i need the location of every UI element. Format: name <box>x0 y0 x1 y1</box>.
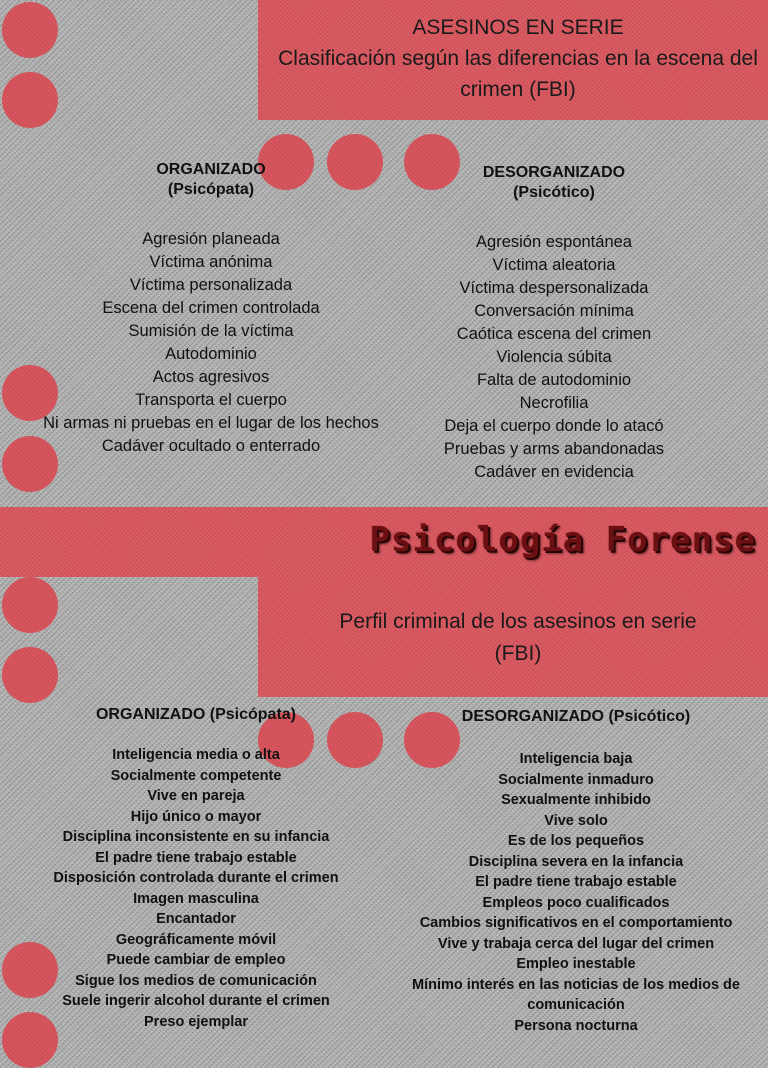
list-item: Hijo único o mayor <box>130 808 262 825</box>
slide1-title-line1: ASESINOS EN SERIE <box>412 16 624 39</box>
list-item: Disciplina inconsistente en su infancia <box>62 829 330 845</box>
list-item: Cadáver en evidencia <box>474 463 634 481</box>
list-item: Disciplina severa en la infancia <box>468 853 684 870</box>
list-item: Agresión espontánea <box>476 233 632 251</box>
list-item: Pruebas y arms abandonadas <box>443 440 665 458</box>
list-item: Víctima aleatoria <box>492 256 616 274</box>
list-item: Vive en pareja <box>147 788 245 804</box>
decor-circle <box>2 647 58 703</box>
list-item: Actos agresivos <box>152 368 270 386</box>
list-item: Disposición controlada durante el crimen <box>53 870 339 886</box>
list-item: Sigue los medios de comunicación <box>75 972 317 989</box>
slide2-title-line1: Perfil criminal de los asesinos en serie <box>339 610 697 633</box>
slide2-disorganized-column <box>388 707 764 1036</box>
slide1-disorganized-column <box>404 163 704 484</box>
list-item: Geográficamente móvil <box>115 931 277 948</box>
list-item: Es de los pequeños <box>507 833 645 849</box>
list-item: Víctima despersonalizada <box>459 279 649 297</box>
slide1-organized-heading <box>40 160 382 200</box>
decor-circle <box>2 577 58 633</box>
list-item: Escena del crimen controlada <box>102 299 320 317</box>
list-item: Violencia súbita <box>496 348 612 366</box>
decor-circle <box>2 2 58 58</box>
list-item: Suele ingerir alcohol durante el crimen <box>62 993 330 1009</box>
heading-line: (Psicópata) <box>167 181 255 198</box>
list-item: Sexualmente inhibido <box>501 792 651 808</box>
list-item: Deja el cuerpo donde lo atacó <box>444 417 664 435</box>
list-item: Socialmente inmaduro <box>498 771 654 788</box>
list-item: Inteligencia baja <box>519 751 633 767</box>
list-item: Ni armas ni pruebas en el lugar de los hechos <box>43 414 379 432</box>
list-item: Puede cambiar de empleo <box>106 952 286 968</box>
slide1-disorganized-heading <box>404 163 704 203</box>
list-item: Socialmente competente <box>110 767 282 784</box>
slide2-title-line2: (FBI) <box>494 642 542 665</box>
list-item: Empleos poco cualificados <box>482 894 670 911</box>
list-item: Caótica escena del crimen <box>456 325 652 343</box>
slide2-title <box>276 606 760 670</box>
slide1-title-line2: Clasificación según las diferencias en la escena del crimen (FBI) <box>278 47 758 101</box>
list-item: Falta de autodominio <box>476 371 632 389</box>
slide1-organized-list <box>40 228 382 458</box>
list-item: Encantador <box>156 911 236 927</box>
slide2-disorganized-heading: DESORGANIZADO (Psicótico) <box>461 708 691 725</box>
banner-title: Psicología Forense <box>369 520 756 560</box>
slide2-organized-heading: ORGANIZADO (Psicópata) <box>95 706 296 723</box>
slide2-disorganized-list <box>388 749 764 1036</box>
list-item: Cambios significativos en el comportamiento <box>419 915 733 931</box>
list-item: Necrofilia <box>519 394 589 412</box>
list-item: Transporta el cuerpo <box>135 391 287 409</box>
heading-line: DESORGANIZADO <box>482 164 626 181</box>
list-item: Agresión planeada <box>142 230 280 248</box>
list-item: Preso ejemplar <box>144 1013 248 1030</box>
slide1-disorganized-list <box>404 231 704 484</box>
list-item: Autodominio <box>165 345 257 363</box>
list-item: Empleo inestable <box>516 956 636 972</box>
decor-circle <box>2 72 58 128</box>
list-item: Cadáver ocultado o enterrado <box>101 437 321 455</box>
slide2-organized-column <box>18 705 374 1032</box>
list-item: Persona nocturna <box>514 1017 638 1034</box>
list-item: Conversación mínima <box>474 302 634 320</box>
slide2-organized-list <box>18 745 374 1032</box>
list-item: Imagen masculina <box>133 890 259 907</box>
list-item: El padre tiene trabajo estable <box>475 874 677 890</box>
list-item: Vive solo <box>544 812 608 829</box>
list-item: Víctima anónima <box>149 253 273 271</box>
list-item: Inteligencia media o alta <box>112 747 280 763</box>
list-item: El padre tiene trabajo estable <box>95 849 297 866</box>
heading-line: ORGANIZADO <box>156 161 266 178</box>
slide1-organized-column <box>40 160 382 458</box>
heading-line: (Psicótico) <box>513 184 595 201</box>
slide1-title <box>276 12 760 105</box>
list-item: Víctima personalizada <box>129 276 293 294</box>
list-item: Vive y trabaja cerca del lugar del crimen <box>437 935 715 952</box>
list-item: Sumisión de la víctima <box>128 322 294 340</box>
list-item: Mínimo interés en las noticias de los medios de comunicación <box>412 976 740 1013</box>
